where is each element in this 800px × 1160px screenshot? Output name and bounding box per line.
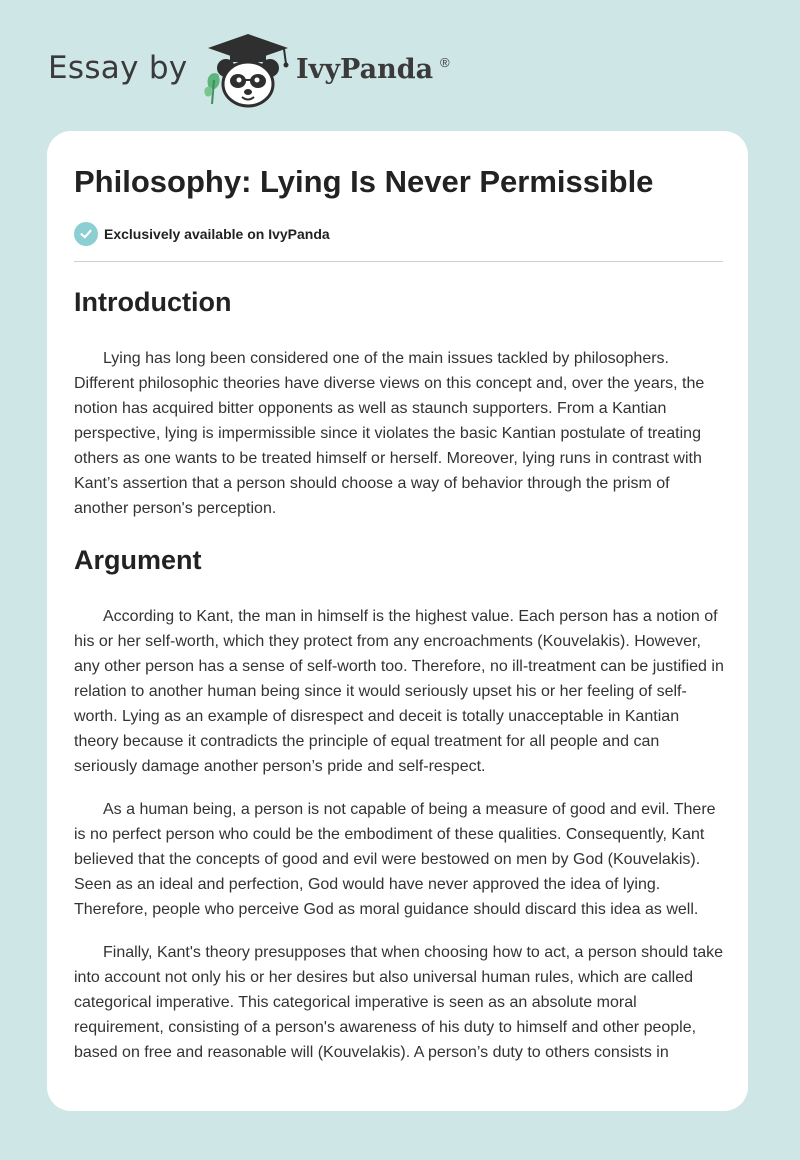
badge-label: Exclusively available on IvyPanda	[104, 226, 330, 242]
article-card	[47, 131, 748, 1111]
panda-graduate-icon[interactable]	[200, 30, 294, 110]
section-heading: Introduction	[74, 287, 232, 317]
paragraph: Finally, Kant's theory presupposes that when choosing how to act, a person should take into account not only his or her desires but also universal human rules, which are called categorical imperative. This categorical imperative is seen as an absolute moral requirement, consisting of a person's awareness of his duty to himself and other people, based on free and reasonable will (Kouvelakis). A person’s duty to others consists in	[74, 944, 724, 1061]
registered-mark: ®	[440, 55, 450, 70]
section-heading: Argument	[74, 545, 202, 575]
brand-prefix: Essay by	[48, 50, 188, 86]
section-introduction	[74, 281, 726, 521]
paragraph: As a human being, a person is not capable of being a measure of good and evil. There is no perfect person who could be the embodiment of these qualities. Consequently, Kant believed that the concepts of good and evil were bestowed on men by God (Kouvelakis). Seen as an ideal and perfection, God would have never approved the idea of lying. Therefore, people who perceive God as moral guidance should discard this idea as well.	[74, 801, 716, 918]
exclusive-badge	[74, 222, 330, 246]
article-body	[74, 281, 726, 1083]
page-title: Philosophy: Lying Is Never Permissible	[74, 164, 654, 199]
paragraph: Lying has long been considered one of the main issues tackled by philosophers. Different philosophic theories have diverse views on this concept and, over the years, the notion has acquired bitter opponents as well as staunch supporters. From a Kantian perspective, lying is impermissible since it violates the basic Kantian postulate of treating others as one wants to be treated himself or herself. Moreover, lying runs in contrast with Kant’s assertion that a person should choose a way of behavior through the prism of another person's perception.	[74, 350, 705, 517]
site-header	[0, 0, 800, 130]
section-argument	[74, 539, 726, 1065]
brand-name[interactable]: IvyPanda	[296, 54, 434, 85]
divider	[74, 261, 723, 262]
paragraph: According to Kant, the man in himself is the highest value. Each person has a notion of his or her self-worth, which they protect from any encroachments (Kouvelakis). However, any other person has a sense of self-worth too. Therefore, no ill-treatment can be justified in relation to another human being since it would seriously upset his or her feeling of self-worth. Lying as an example of disrespect and deceit is totally unacceptable in Kantian theory because it contradicts the principle of equal treatment for all people and can seriously damage another person’s pride and self-respect.	[74, 608, 724, 775]
check-circle-icon	[74, 222, 98, 246]
